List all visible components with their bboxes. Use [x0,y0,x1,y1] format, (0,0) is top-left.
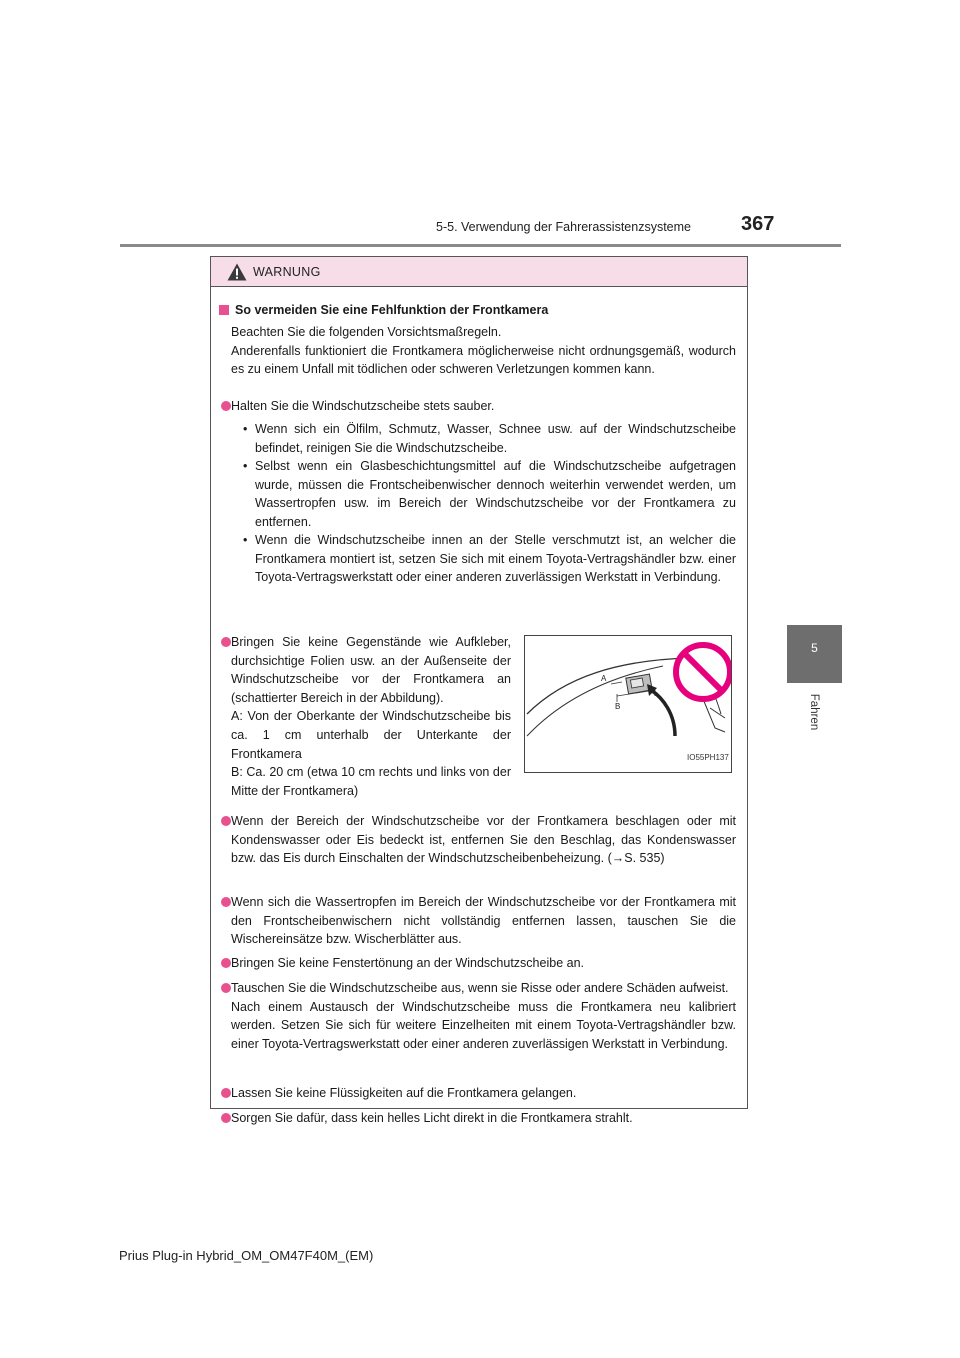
bullet-no-stickers [217,633,511,800]
bullet-dot-icon [221,958,231,968]
header-rule [120,244,841,247]
bullet-dot-icon [221,816,231,826]
bullet-no-bright-light [217,1109,736,1128]
section-square-icon [219,305,229,315]
sub-bullet-marker: • [243,533,248,547]
intro-line-1: Beachten Sie die folgenden Vorsichtsmaßregeln. [231,325,502,339]
warning-header [211,257,747,287]
warning-box [210,256,748,1125]
bullet-no-liquids [217,1084,736,1103]
sub-bullet-text: Wenn die Windschutzscheibe innen an der Stelle verschmutzt ist, an welcher die Frontkamera montiert ist, setzen Sie sich mit einem Toyota-Vertragshändler bzw. einer Toyota-Vertragswerkstatt oder einer anderen zuverlässigen Werkstatt in Verbindung. [255,533,736,585]
bullet-text: Wenn der Bereich der Windschutzscheibe vor der Frontkamera beschlagen oder mit Kondenswasser oder Eis bedeckt ist, entfernen Sie den Beschlag, das Kondenswasser bzw. das Eis durch Einschalten der Windschutzscheibenbeheizung. (→S. 535) [231,814,736,866]
bullet-dot-icon [221,897,231,907]
figure-label-b: B [615,702,621,711]
page-number: 367 [741,213,775,235]
sub-bullet-text: Wenn sich ein Ölfilm, Schmutz, Wasser, Schnee usw. auf der Windschutzscheibe befindet, reinigen Sie die Windschutzscheibe. [255,422,736,455]
warning-content [211,287,747,1125]
figure-note-a: A: Von der Oberkante der Windschutzscheibe bis ca. 1 cm unterhalb der Unterkante der Frontkamera [231,709,511,761]
sub-bullet-text: Selbst wenn ein Glasbeschichtungsmittel auf die Windschutzscheibe aufgetragen wurde, müssen die Frontscheibenwischer dennoch weiterhin verwendet werden, um Wassertropfen usw. im Bereich der Windschutzscheibe vor der Frontkamera zu entfernen. [255,459,736,529]
warning-triangle-icon [227,263,247,281]
figure-code: IO55PH137 [687,753,729,763]
intro-text [231,323,736,379]
chapter-tab-label [787,689,842,735]
bullet-text: Wenn sich die Wassertropfen im Bereich der Windschutzscheibe vor der Frontkamera mit den Frontscheibenwischern nicht vollständig entfernen lassen, tauschen Sie die Wischereinsätze bzw. Wischerblätter aus. [231,895,736,947]
sub-bullet-glass-coating [241,457,736,531]
warning-title: WARNUNG [253,264,321,279]
bullet-wiper-blades [217,893,736,949]
bullet-text: Bringen Sie keine Fenstertönung an der Windschutzscheibe an. [231,956,584,970]
bullet-text: Sorgen Sie dafür, dass kein helles Licht direkt in die Frontkamera strahlt. [231,1111,633,1125]
bullet-dot-icon [221,637,231,647]
replace-note: Nach einem Austausch der Windschutzscheibe muss die Frontkamera neu kalibriert werden. Setzen Sie sich für weitere Einzelheiten mit einem Toyota-Vertragshändler bzw. einer Toyota-Vertragswerkstatt oder einer anderen zuverlässigen Werkstatt in Verbindung. [231,999,736,1051]
bullet-replace-windshield [217,979,736,1053]
chapter-tab-label-text: Fahren [808,693,821,731]
bullet-text: Lassen Sie keine Flüssigkeiten auf die Frontkamera gelangen. [231,1086,577,1100]
bullet-no-tint [217,954,736,973]
sub-bullet-marker: • [243,422,248,436]
bullet-condensation [217,812,736,868]
figure-label-a: A [601,674,607,683]
bullet-text: Halten Sie die Windschutzscheibe stets sauber. [231,399,495,413]
bullet-text: Bringen Sie keine Gegenstände wie Aufkleber, durchsichtige Folien usw. an der Außenseite der Windschutzscheibe vor der Frontkamera an (schattierter Bereich in der Abbildung). [231,635,511,705]
bullet-dot-icon [221,983,231,993]
bullet-dot-icon [221,1113,231,1123]
sub-bullet-inside-dirty [241,531,736,587]
figure-note-b: B: Ca. 20 cm (etwa 10 cm rechts und links von der Mitte der Frontkamera) [231,765,511,798]
header-section-title: 5-5. Verwendung der Fahrerassistenzsysteme [436,220,691,234]
footer-model-code: Prius Plug-in Hybrid_OM_OM47F40M_(EM) [119,1248,374,1263]
bullet-dot-icon [221,1088,231,1098]
windshield-figure [524,635,732,773]
intro-line-2: Anderenfalls funktioniert die Frontkamera möglicherweise nicht ordnungsgemäß, wodurch es zu einem Unfall mit tödlichen oder schweren Verletzungen kommen kann. [231,343,736,377]
chapter-tab-number: 5 [787,625,842,683]
bullet-text: Tauschen Sie die Windschutzscheibe aus, wenn sie Risse oder andere Schäden aufweist. [231,981,729,995]
section-heading-text: So vermeiden Sie eine Fehlfunktion der Frontkamera [235,303,549,317]
sub-bullet-oil-film [241,420,736,457]
sub-bullet-marker: • [243,459,248,473]
bullet-clean-windshield [217,397,736,416]
bullet-dot-icon [221,401,231,411]
section-heading [219,301,548,320]
